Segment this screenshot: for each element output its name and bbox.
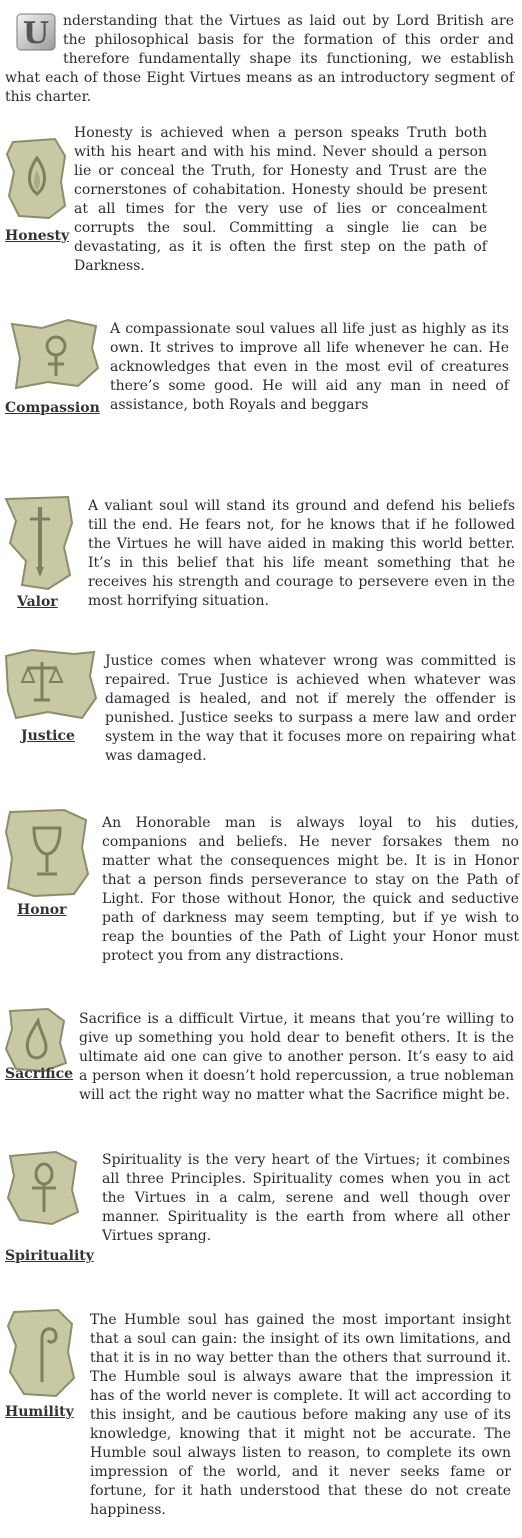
intro-text: nderstanding that the Virtues as laid out by Lord British are the philosophical basis for the formation of this order and therefore fundamentally shape its functioning, we establish what each of those Eight Virtues means as an introductory segment of this charter. [5, 13, 514, 105]
sword-rune-icon [2, 495, 74, 591]
virtue-name-honor: Honor [17, 902, 67, 918]
tear-rune-icon [4, 1007, 68, 1073]
heart-rune-icon [8, 318, 100, 390]
virtue-text-compassion: A compassionate soul values all life just as highly as its own. It strives to improve all life whenever he can. He acknowledges that even in the most evil of creatures there’s some good. He will aid any man in need of assistance, both Royals and beggars [110, 321, 509, 413]
scales-rune-icon [2, 648, 98, 720]
virtue-text-valor: A valiant soul will stand its ground and defend his beliefs till the end. He fears not, for he knows that if he followed the Virtues he will have aided in making this world better. It’s in this belief that his life meant something that he receives his strength and courage to persevere even in the most horrifying situation. [88, 498, 515, 609]
intro-section [5, 12, 514, 107]
virtue-text-sacrifice: Sacrifice is a difficult Virtue, it means that you’re willing to give up something you hold dear to benefit others. It is the ultimate aid one can give to another person. It’s easy to aid a person when it doesn’t hold repercussion, a true nobleman will act the right way no matter what the Sacrifice might be. [79, 1011, 514, 1103]
virtue-name-humility: Humility [5, 1404, 74, 1420]
virtue-name-valor: Valor [17, 594, 58, 610]
virtue-text-humility: The Humble soul has gained the most important insight that a soul can gain: the insight of its own limitations, and that it is in no way better than the others that surround it. The Humble soul is always aware that the impression it has of the world never is complete. It will act according to this insight, and be cautious before making any use of its knowledge, knowing that it might not be accurate. The Humble soul always listen to reason, to complete its own impression of the world, and it never seeks fame or fortune, for it hath understood that these do not create happiness. [90, 1312, 511, 1518]
virtue-name-honesty: Honesty [5, 228, 70, 244]
chalice-rune-icon [4, 808, 90, 898]
dropcap-u-icon [15, 12, 59, 52]
virtue-name-justice: Justice [21, 728, 75, 744]
ankh-rune-icon [6, 1150, 80, 1226]
shepherd-crook-rune-icon [6, 1308, 76, 1398]
svg-text:U: U [22, 16, 50, 51]
flame-rune-icon [5, 136, 69, 220]
virtue-text-justice: Justice comes when whatever wrong was committed is repaired. True Justice is achieved when whatever was damaged is healed, and not if merely the offender is punished. Justice seeks to surpass a mere law and order system in the way that it focuses more on repairing what was damaged. [105, 653, 516, 764]
virtue-name-spirituality: Spirituality [5, 1248, 94, 1264]
virtue-text-spirituality: Spirituality is the very heart of the Virtues; it combines all three Principles. Spirituality comes when you in act the Virtues in a calm, serene and well though over manner. Spirituality is the earth from where all other Virtues sprang. [102, 1152, 510, 1244]
virtue-text-honesty: Honesty is achieved when a person speaks Truth both with his heart and with his mind. Never should a person lie or conceal the Truth, for Honesty and Trust are the cornerstones of cohabitation. Honesty should be present at all times for the very use of lies or concealment corrupts the soul. Committing a single lie can be devastating, as it is often the first step on the path of Darkness. [74, 125, 487, 274]
virtue-name-sacrifice: Sacrifice [5, 1066, 74, 1082]
virtue-text-honor: An Honorable man is always loyal to his duties, companions and beliefs. He never forsakes them no matter what the consequences might be. It is in Honor that a person finds perseverance to stay on the Path of Light. For those without Honor, the quick and seductive path of darkness may seem tempting, but if ye wish to reap the bounties of the Path of Light your Honor must protect you from any distractions. [102, 815, 519, 964]
virtue-name-compassion: Compassion [5, 400, 100, 416]
